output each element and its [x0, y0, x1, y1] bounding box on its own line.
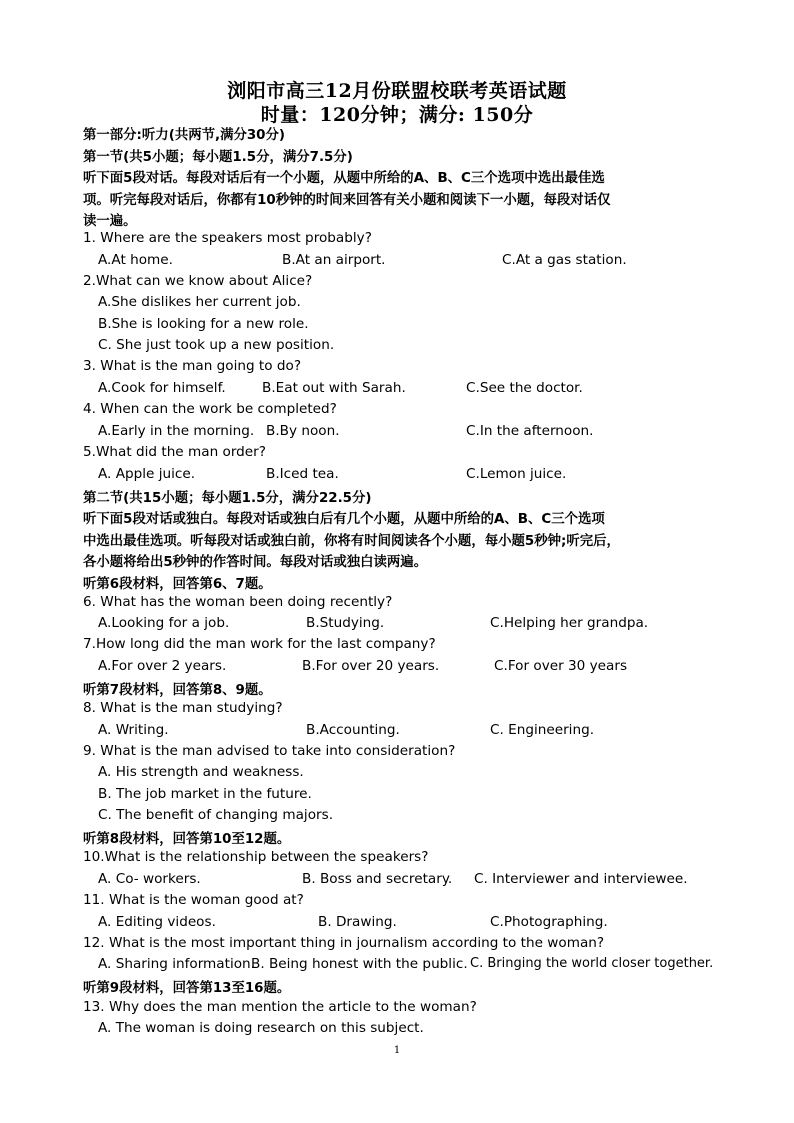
section1-instruction-line: 听下面5段对话。每段对话后有一个小题，从题中所给的A、B、C三个选项中选出最佳选 [83, 171, 605, 186]
q5-option-b: B.Iced tea. [266, 466, 339, 482]
q2-option-c: C. She just took up a new position. [98, 337, 335, 353]
q10-option-a: A. Co- workers. [98, 871, 201, 887]
exam-title: 浏阳市高三12月份联盟校联考英语试题 [227, 80, 567, 102]
section1-instruction-line: 项。听完每段对话后，你都有10秒钟的时间来回答有关小题和阅读下一小题，每段对话仅 [83, 193, 611, 208]
q10-option-c: C. Interviewer and interviewee. [474, 871, 688, 887]
q9-option-b: B. The job market in the future. [98, 786, 312, 802]
q12-option-a: A. Sharing information. [98, 956, 255, 972]
question-5: 5.What did the man order? [83, 444, 266, 460]
q3-option-b: B.Eat out with Sarah. [262, 380, 406, 396]
q1-option-b: B.At an airport. [282, 252, 386, 268]
material-6-heading: 听第6段材料，回答第6、7题。 [83, 577, 272, 592]
question-10: 10.What is the relationship between the speakers? [83, 849, 429, 865]
q3-option-a: A.Cook for himself. [98, 380, 226, 396]
q12-option-b: B. Being honest with the public. [251, 956, 468, 972]
q11-option-b: B. Drawing. [318, 914, 397, 930]
section1-instruction-line: 读一遍。 [83, 214, 137, 229]
q7-option-b: B.For over 20 years. [302, 658, 440, 674]
section2-instruction-line: 中选出最佳选项。听每段对话或独白前，你将有时间阅读各个小题，每小题5秒钟;听完后， [83, 534, 620, 549]
section2-instruction-line: 听下面5段对话或独白。每段对话或独白后有几个小题，从题中所给的A、B、C三个选项 [83, 512, 605, 527]
q8-option-a: A. Writing. [98, 722, 169, 738]
q9-option-c: C. The benefit of changing majors. [98, 807, 334, 823]
exam-subtitle: 时量：120分钟；满分: 150分 [260, 104, 534, 126]
q1-option-c: C.At a gas station. [502, 252, 627, 268]
question-9: 9. What is the man advised to take into consideration? [83, 743, 456, 759]
q7-option-c: C.For over 30 years [494, 658, 628, 674]
question-11: 11. What is the woman good at? [83, 892, 304, 908]
question-1: 1. Where are the speakers most probably? [83, 230, 372, 246]
q4-option-c: C.In the afternoon. [466, 423, 594, 439]
question-13: 13. Why does the man mention the article to the woman? [83, 999, 477, 1015]
question-8: 8. What is the man studying? [83, 700, 283, 716]
q13-option-a: A. The woman is doing research on this subject. [98, 1020, 424, 1036]
question-2: 2.What can we know about Alice? [83, 273, 313, 289]
q5-option-c: C.Lemon juice. [466, 466, 567, 482]
q11-option-c: C.Photographing. [490, 914, 608, 930]
q2-option-b: B.She is looking for a new role. [98, 316, 309, 332]
part1-heading: 第一部分:听力(共两节,满分30分) [83, 128, 286, 143]
q12-option-c: C. Bringing the world closer together. [470, 956, 714, 971]
q4-option-b: B.By noon. [266, 423, 340, 439]
material-7-heading: 听第7段材料，回答第8、9题。 [83, 683, 272, 698]
q10-option-b: B. Boss and secretary. [302, 871, 453, 887]
q6-option-b: B.Studying. [306, 615, 385, 631]
section2-heading: 第二节(共15小题；每小题1.5分，满分22.5分) [83, 491, 372, 506]
question-4: 4. When can the work be completed? [83, 401, 337, 417]
q3-option-c: C.See the doctor. [466, 380, 583, 396]
q2-option-a: A.She dislikes her current job. [98, 294, 301, 310]
q5-option-a: A. Apple juice. [98, 466, 196, 482]
q8-option-b: B.Accounting. [306, 722, 400, 738]
question-12: 12. What is the most important thing in journalism according to the woman? [83, 935, 605, 951]
section2-instruction-line: 各小题将给出5秒钟的作答时间。每段对话或独白读两遍。 [83, 555, 428, 570]
q7-option-a: A.For over 2 years. [98, 658, 227, 674]
material-9-heading: 听第9段材料，回答第13至16题。 [83, 981, 291, 996]
page-number: 1 [393, 1045, 401, 1056]
q8-option-c: C. Engineering. [490, 722, 595, 738]
q9-option-a: A. His strength and weakness. [98, 764, 304, 780]
material-8-heading: 听第8段材料，回答第10至12题。 [83, 832, 291, 847]
q11-option-a: A. Editing videos. [98, 914, 216, 930]
section1-heading: 第一节(共5小题；每小题1.5分，满分7.5分) [83, 150, 353, 165]
question-6: 6. What has the woman been doing recently? [83, 594, 393, 610]
q1-option-a: A.At home. [98, 252, 173, 268]
q6-option-a: A.Looking for a job. [98, 615, 230, 631]
q4-option-a: A.Early in the morning. [98, 423, 255, 439]
q6-option-c: C.Helping her grandpa. [490, 615, 649, 631]
question-3: 3. What is the man going to do? [83, 358, 302, 374]
question-7: 7.How long did the man work for the last company? [83, 636, 436, 652]
